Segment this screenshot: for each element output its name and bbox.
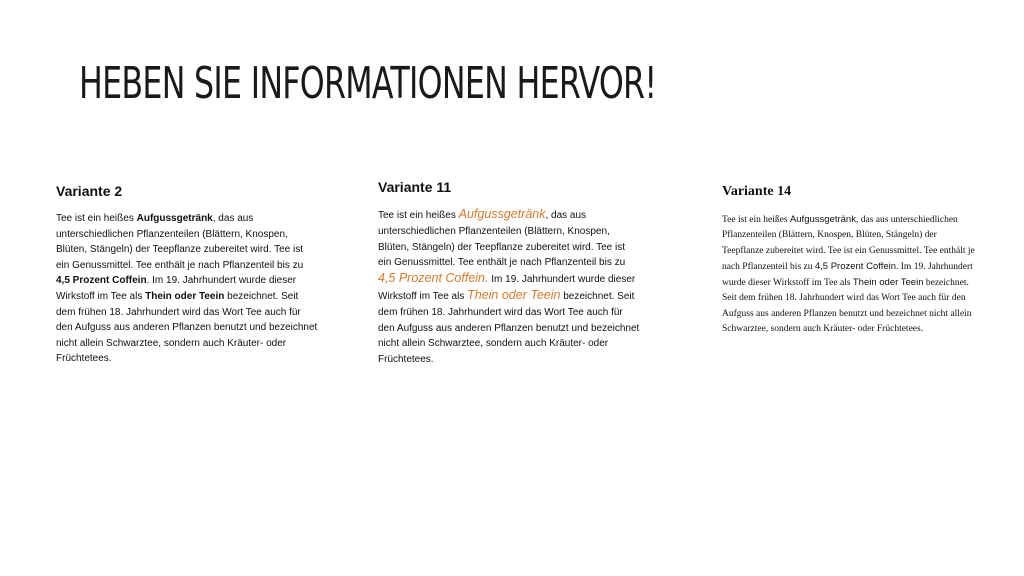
variant-11-column	[378, 179, 640, 368]
text-segment: bezeichnet. Seit dem frühen 18. Jahrhundert wird das Wort Tee auch für den Aufguss aus anderen Pflanzen benutzt und bezeichnet nicht allein Schwarztee, sondern auch Kräuter- oder Früchtetees.	[722, 278, 972, 335]
highlight-thein: Thein oder Teein	[145, 290, 225, 302]
highlight-aufgussgetraenk: Aufgussgetränk	[458, 207, 546, 221]
text-segment: bezeichnet. Seit dem frühen 18. Jahrhundert wird das Wort Tee auch für den Aufguss aus anderen Pflanzen benutzt und bezeichnet nicht allein Schwarztee, sondern auch Kräuter- oder Früchtetees.	[378, 290, 640, 366]
highlight-aufgussgetraenk: Aufgussgetränk	[789, 214, 856, 225]
variant-11-paragraph	[378, 207, 640, 368]
text-segment: Tee ist ein heißes	[56, 213, 137, 224]
text-segment: Tee ist ein heißes	[722, 215, 790, 225]
highlight-thein: Thein oder Teein	[852, 277, 924, 289]
variant-2-heading: Variante 2	[56, 183, 123, 199]
text-segment: Im 19. Jahrhundert wurde dieser Wirkstoff im Tee als	[378, 274, 636, 302]
text-segment: , das aus unterschiedlichen Pflanzenteilen (Blättern, Knospen, Blüten, Stängeln) der Teepflanze zubereitet wird. Tee ist ein Genussmittel. Tee enthält je nach Pflanzenteil bis zu	[56, 213, 304, 271]
text-segment: , das aus unterschiedlichen Pflanzenteilen (Blättern, Knospen, Blüten, Stängeln) der Teepflanze zubereitet wird. Tee ist ein Genussmittel. Tee enthält je nach Pflanzenteil bis zu	[378, 210, 626, 269]
text-segment: . Im 19. Jahrhundert wurde dieser Wirkstoff im Tee als	[722, 261, 973, 289]
variant-14-paragraph	[722, 212, 980, 337]
highlight-thein: Thein oder Teein	[467, 287, 561, 302]
highlight-coffein: 4,5 Prozent Coffein	[56, 275, 147, 287]
text-segment: bezeichnet. Seit dem frühen 18. Jahrhundert wird das Wort Tee auch für den Aufguss aus anderen Pflanzen benutzt und bezeichnet nicht allein Schwarztee, sondern auch Kräuter- oder Früchtetees.	[56, 290, 318, 365]
highlight-coffein: 4,5 Prozent Coffein.	[378, 271, 489, 286]
highlight-coffein: 4,5 Prozent Coffein	[814, 260, 897, 272]
variant-11-heading: Variante 11	[378, 179, 452, 195]
text-segment: , das aus unterschiedlichen Pflanzenteilen (Blättern, Knospen, Blüten, Stängeln) der Teepflanze zubereitet wird. Tee ist ein Genussmittel. Tee enthält je nach Pflanzenteil bis zu	[722, 215, 975, 272]
variant-2-paragraph	[56, 211, 318, 367]
variant-14-heading: Variante 14	[722, 184, 792, 199]
variant-14-column	[722, 183, 980, 337]
highlight-aufgussgetraenk: Aufgussgetränk	[136, 213, 213, 224]
text-segment: . Im 19. Jahrhundert wurde dieser Wirkstoff im Tee als	[56, 275, 297, 302]
slide-title: HEBEN SIE INFORMATIONEN HERVOR!	[79, 58, 657, 109]
variant-2-column	[56, 183, 318, 367]
text-segment: Tee ist ein heißes	[378, 210, 459, 221]
